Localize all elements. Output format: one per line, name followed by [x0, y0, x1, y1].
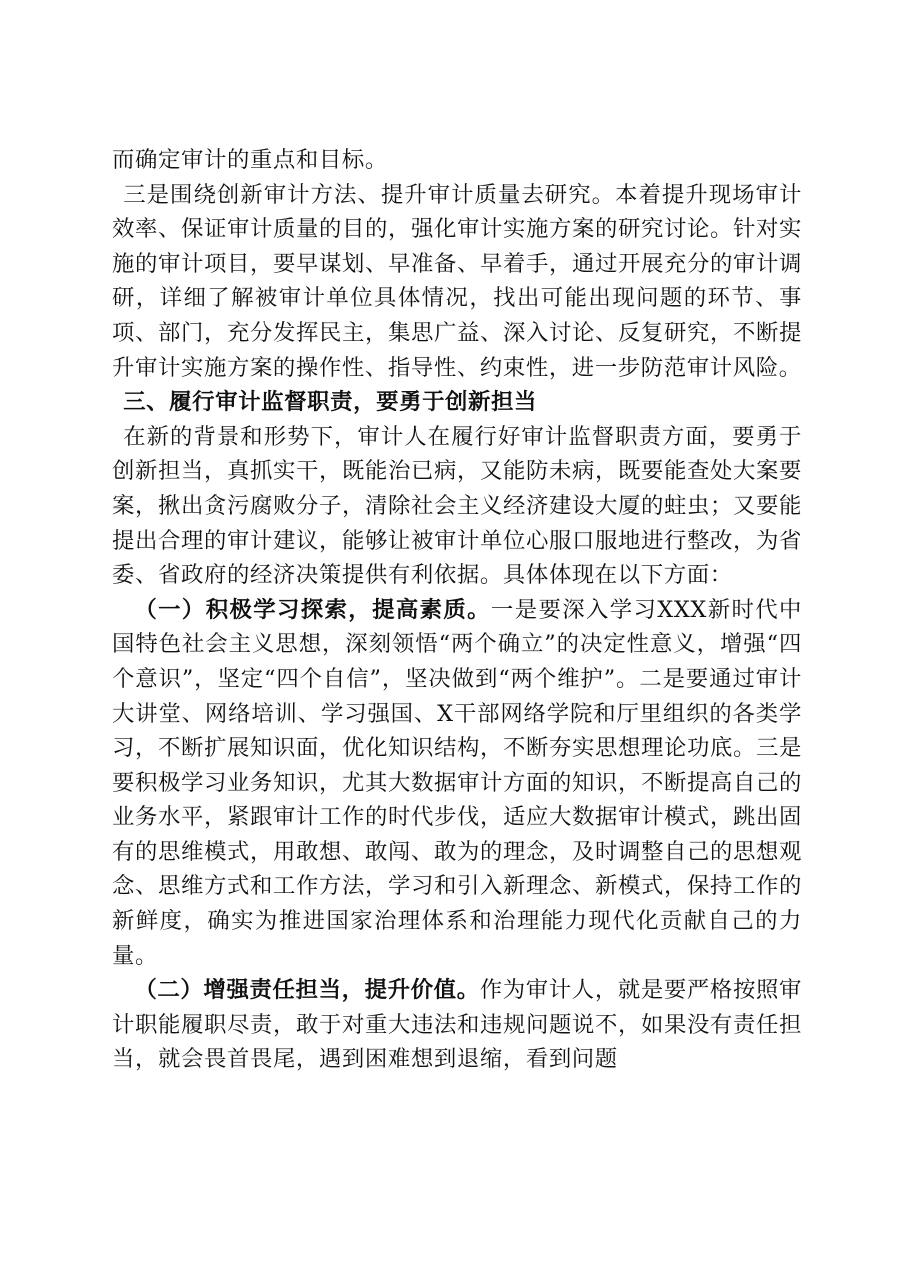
paragraph-5-lead: （二）增强责任担当，提升价值。: [134, 977, 480, 1004]
paragraph-2: 三是围绕创新审计方法、提升审计质量去研究。本着提升现场审计效率、保证审计质量的目的，强化审计实施方案的研究讨论。针对实施的审计项目，要早谋划、早准备、早着手，通过开展充分的审计调研，详细了解被审计单位具体情况，找出可能出现问题的环节、事项、部门，充分发挥民主，集思广益、深入讨论、反复研究，不断提升审计实施方案的操作性、指导性、约束性，进一步防范审计风险。: [112, 181, 802, 381]
paragraph-4-lead: （一）积极学习探索，提高素质。: [134, 596, 491, 623]
paragraph-3: 在新的背景和形势下，审计人在履行好审计监督职责方面，要勇于创新担当，真抓实干，既能治已病，又能防未病，既要能查处大案要案，揪出贪污腐败分子，清除社会主义经济建设大厦的蛀虫；又要能提出合理的审计建议，能够让被审计单位心服口服地进行整改，为省委、省政府的经济决策提供有利依据。具体体现在以下方面：: [112, 423, 802, 589]
paragraph-5: [112, 973, 802, 1077]
document-body: [112, 143, 802, 1077]
paragraph-4-body: 一是要深入学习XXX新时代中国特色社会主义思想，深刻领悟“两个确立”的决定性意义，增强“四个意识”，坚定“四个自信”，坚决做到“两个维护”。二是要通过审计大讲堂、网络培训、学习强国、X干部网络学院和厅里组织的各类学习，不断扩展知识面，优化知识结构，不断夯实思想理论功底。三是要积极学习业务知识，尤其大数据审计方面的知识，不断提高自己的业务水平，紧跟审计工作的时代步伐，适应大数据审计模式，跳出固有的思维模式，用敢想、敢闯、敢为的理念，及时调整自己的思想观念、思维方式和工作方法，学习和引入新理念、新模式，保持工作的新鲜度，确实为推进国家治理体系和治理能力现代化贡献自己的力量。: [112, 596, 802, 969]
section-heading-3: 三、履行审计监督职责，要勇于创新担当: [123, 389, 538, 416]
paragraph-5-body: 作为审计人，就是要严格按照审计职能履职尽责，敢于对重大违法和违规问题说不，如果没有责任担当，就会畏首畏尾，遇到困难想到退缩，看到问题: [112, 977, 802, 1073]
paragraph-1: 而确定审计的重点和目标。: [112, 147, 388, 173]
paragraph-4: [112, 593, 802, 974]
